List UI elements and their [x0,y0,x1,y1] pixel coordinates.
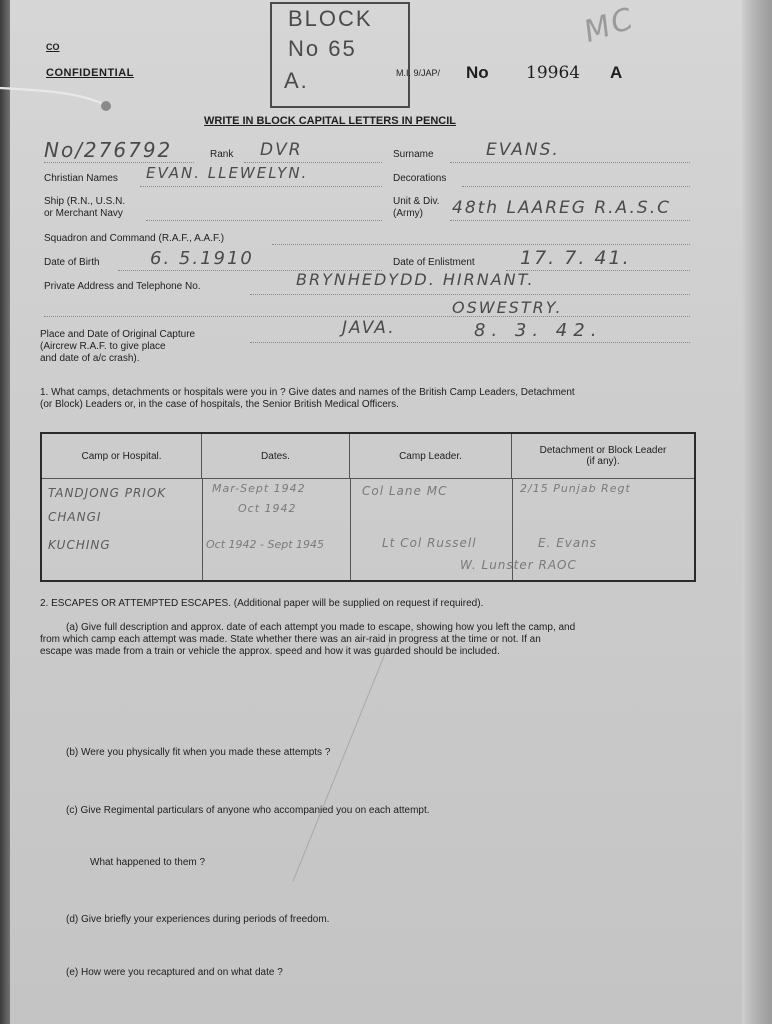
capture-line [250,342,690,343]
question-2-title: 2. ESCAPES OR ATTEMPTED ESCAPES. (Additional paper will be supplied on request if required). [40,598,484,609]
question-2a-line-1: (a) Give full description and approx. date of each attempt you made to escape, showing how you left the camp, and [66,622,576,633]
capture-date-value: 8. 3. 42. [474,320,603,341]
rank-line [244,162,382,163]
table-header-camp: Camp or Hospital. [42,434,202,478]
camps-table [40,432,696,582]
question-2e: (e) How were you recaptured and on what date ? [66,967,283,978]
rank-value: DVR [260,140,303,160]
squadron-line [272,244,690,245]
table-cell: E. Evans [538,536,598,550]
page-edge [742,0,772,1024]
form-number: 19964 [526,63,581,83]
question-2a-line-3: escape was made from a train or vehicle the approx. speed and how it was guarded should be included. [40,646,500,657]
stamp-block: BLOCK [288,6,373,31]
unit-line [450,220,690,221]
capture-label: Place and Date of Original Capture [40,329,196,340]
address-line-rule [250,294,690,295]
decorations-label: Decorations [393,173,447,184]
question-2b: (b) Were you physically fit when you made these attempts ? [66,747,331,758]
decorations-line [462,186,690,187]
instruction-heading: WRITE IN BLOCK CAPITAL LETTERS IN PENCIL [204,115,456,127]
fold-crease [293,640,391,881]
christian-names-line [140,186,382,187]
address-line-1: BRYNHEDYDD. HIRNANT. [296,270,535,289]
question-2a-line-2: from which camp each attempt was made. State whether there was an air-raid in progress at the time or not. If an [40,634,541,645]
squadron-label: Squadron and Command (R.A.F., A.A.F.) [44,233,225,244]
table-cell: Mar-Sept 1942 [212,482,306,495]
unit-value: 48th LAAREG R.A.S.C [452,198,671,218]
table-header-rule [42,478,694,479]
table-col-rule [350,478,351,580]
capture-label-3: and date of a/c crash). [40,353,140,364]
string-tie [0,84,118,114]
confidential-small: CO [46,42,60,52]
question-1-line-2: (or Block) Leaders or, in the case of hospitals, the Senior British Medical Officers. [40,399,399,410]
unit-label: Unit & Div. [393,196,440,207]
form-ref: M.I. 9/JAP/ [396,68,441,78]
surname-value: EVANS. [486,140,560,160]
stamp-number: No 65 [288,36,357,61]
rank-label: Rank [210,149,234,160]
capture-place-value: JAVA. [342,318,396,338]
question-2d: (d) Give briefly your experiences during periods of freedom. [66,914,330,925]
table-cell: TANDJONG PRIOK [48,486,167,500]
block-stamp [270,2,410,108]
surname-line [450,162,690,163]
ship-label: Ship (R.N., U.S.N. [44,196,126,207]
table-cell: Col Lane MC [362,484,448,498]
table-header-detachment: Detachment or Block Leader (if any). [539,445,667,467]
table-header-camp-leader: Camp Leader. [350,434,512,478]
christian-names-label: Christian Names [44,173,118,184]
table-cell: Oct 1942 - Sept 1945 [206,538,325,551]
table-cell: W. Lunster RAOC [460,558,577,572]
address-line-2: OSWESTRY. [452,298,563,317]
table-col-rule [202,478,203,580]
table-header-dates: Dates. [202,434,350,478]
question-2c-followup: What happened to them ? [90,857,206,868]
corner-mark: MC [579,1,640,50]
stamp-letter: A. [284,68,309,93]
ship-label-2: or Merchant Navy [44,208,123,219]
address-line-rule-2 [44,316,690,317]
question-1-line-1: 1. What camps, detachments or hospitals were you in ? Give dates and names of the British Camp Leaders, Detachment [40,387,575,398]
capture-label-2: (Aircrew R.A.F. to give place [40,341,166,352]
table-cell: CHANGI [48,510,102,524]
ship-line [146,220,382,221]
confidential-label: CONFIDENTIAL [46,67,134,79]
christian-names-value: EVAN. LLEWELYN. [146,164,309,182]
dob-label: Date of Birth [44,257,100,268]
number-label: No [466,63,489,82]
enlistment-label: Date of Enlistment [393,257,475,268]
question-2c: (c) Give Regimental particulars of anyone who accompanied you on each attempt. [66,805,430,816]
table-cell: 2/15 Punjab Regt [520,482,631,495]
table-cell: Lt Col Russell [382,536,477,550]
form-number-suffix: A [610,63,623,82]
table-cell: KUCHING [48,538,111,552]
address-label: Private Address and Telephone No. [44,281,201,292]
enlistment-value: 17. 7. 41. [520,247,631,269]
service-number-value: No/276792 [44,138,173,162]
surname-label: Surname [393,149,434,160]
unit-label-2: (Army) [393,208,423,219]
dob-value: 6. 5.1910 [150,248,254,269]
service-number-line [44,162,194,163]
table-cell: Oct 1942 [238,502,297,515]
